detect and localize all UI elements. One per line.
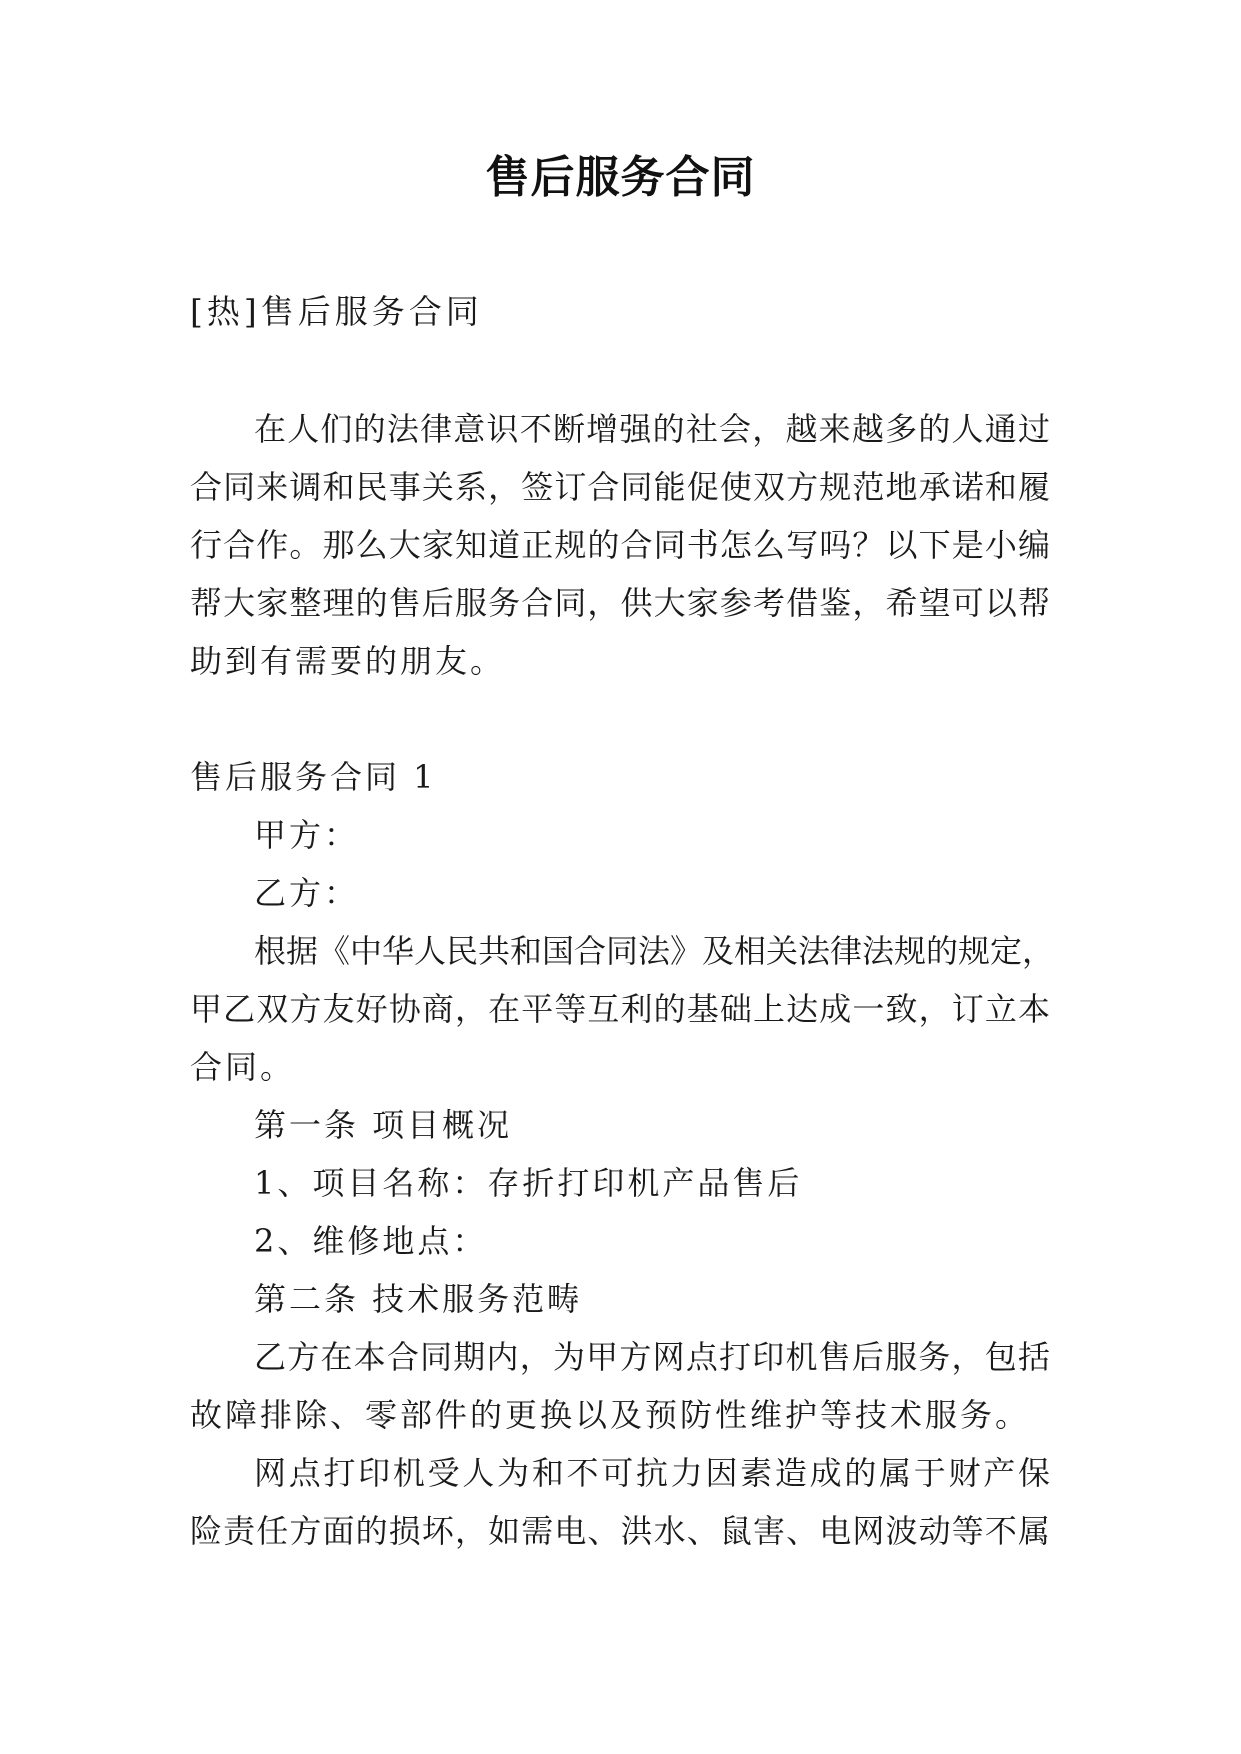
article-2-p2-line: 网点打印机受人为和不可抗力因素造成的属于财产保 <box>254 1454 1050 1492</box>
intro-line: 帮大家整理的售后服务合同，供大家参考借鉴，希望可以帮 <box>190 584 1050 622</box>
basis-line: 根据《中华人民共和国合同法》及相关法律法规的规定， <box>254 932 1055 970</box>
basis-paragraph <box>190 922 1055 1096</box>
article-2-p1-line: 故障排除、零部件的更换以及预防性维护等技术服务。 <box>190 1396 1031 1434</box>
document-title: 售后服务合同 <box>485 152 756 203</box>
paragraph-gap <box>190 690 1050 748</box>
article-2-p1-line: 乙方在本合同期内，为甲方网点打印机售后服务，包括 <box>254 1338 1050 1376</box>
intro-line: 行合作。那么大家知道正规的合同书怎么写吗？以下是小编 <box>190 526 1050 564</box>
article-2-paragraph-2 <box>190 1444 1050 1560</box>
contract-heading: 售后服务合同 1 <box>190 758 437 796</box>
intro-line: 助到有需要的朋友。 <box>190 642 506 680</box>
party-b-label: 乙方： <box>254 874 360 912</box>
basis-line: 合同。 <box>190 1048 296 1086</box>
intro-paragraph <box>190 400 1050 690</box>
document-subtitle: [热]售后服务合同 <box>190 292 483 331</box>
article-2-paragraph-1 <box>190 1328 1050 1444</box>
party-a-label: 甲方： <box>254 816 360 854</box>
article-1-item-2: 2、维修地点： <box>254 1222 488 1260</box>
article-2-title: 第二条 技术服务范畴 <box>254 1280 583 1318</box>
basis-line: 甲乙双方友好协商，在平等互利的基础上达成一致，订立本 <box>190 990 1050 1028</box>
document-body <box>190 400 1055 1560</box>
intro-line: 在人们的法律意识不断增强的社会，越来越多的人通过 <box>254 410 1050 448</box>
article-2-p2-line: 险责任方面的损坏，如需电、洪水、鼠害、电网波动等不属 <box>190 1512 1050 1550</box>
intro-line: 合同来调和民事关系，签订合同能促使双方规范地承诺和履 <box>190 468 1050 506</box>
article-1-item-1: 1、项目名称：存折打印机产品售后 <box>254 1164 803 1202</box>
article-1-title: 第一条 项目概况 <box>254 1106 513 1144</box>
